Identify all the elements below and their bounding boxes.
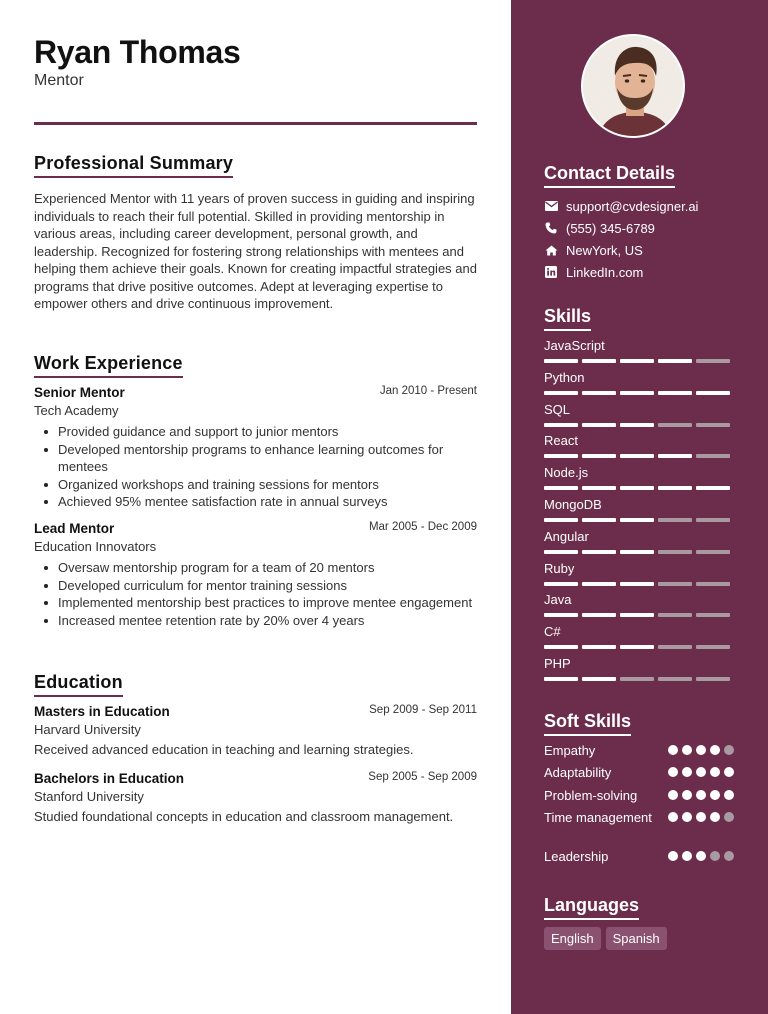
education-degree: Masters in Education — [34, 704, 170, 719]
rating-dot — [724, 745, 734, 755]
rating-dot — [668, 851, 678, 861]
rating-dot — [668, 767, 678, 777]
job-bullet: Implemented mentorship best practices to improve mentee engagement — [34, 594, 477, 612]
skill-level-segment — [544, 677, 578, 681]
envelope-icon — [544, 199, 558, 213]
skill-level-segment — [620, 486, 654, 490]
portrait-illustration — [583, 36, 685, 138]
language-tag: Spanish — [606, 927, 667, 950]
skill-level-segment — [582, 454, 616, 458]
skill-name: PHP — [544, 656, 571, 671]
rating-dot — [682, 790, 692, 800]
skill-level-bar — [544, 582, 734, 586]
summary-text: Experienced Mentor with 11 years of proven success in guiding and inspiring individuals to reach their full potential. Skilled in providing mentorship in various areas, including career development, personal growth, and leadership. Recognized for fostering strong relationships with mentees and helping them achieve their goals. Known for creating impactful strategies and programs that drive positive outcomes. Adept at leveraging expertise to empower others and drive continuous improvement. — [34, 191, 477, 311]
rating-dot — [668, 790, 678, 800]
skill-level-segment — [544, 359, 578, 363]
skill-name: Java — [544, 592, 572, 608]
skill-level-segment — [620, 518, 654, 522]
job-bullets — [34, 559, 477, 629]
skill-level-segment — [620, 582, 654, 586]
skill-name: Angular — [544, 528, 589, 544]
skill-level-segment — [620, 423, 654, 427]
contact-linkedin[interactable] — [544, 263, 643, 281]
skill-level-segment — [658, 518, 692, 522]
candidate-title: Mentor — [34, 72, 84, 89]
section-heading-education: Education — [34, 672, 123, 697]
section-heading-languages: Languages — [544, 895, 639, 920]
section-heading-skills: Skills — [544, 306, 591, 331]
education-degree: Bachelors in Education — [34, 771, 185, 786]
job-bullet: Developed mentorship programs to enhance learning outcomes for mentees — [34, 441, 477, 476]
contact-location — [544, 241, 643, 259]
section-heading-summary: Professional Summary — [34, 153, 233, 178]
skill-name: Python — [544, 369, 585, 385]
skill-level-segment — [658, 454, 692, 458]
skill-level-segment — [696, 486, 730, 490]
rating-dot — [710, 745, 720, 755]
skill-name: C# — [544, 624, 561, 640]
soft-skill-rating — [668, 851, 734, 861]
rating-dot — [668, 745, 678, 755]
skill-level-segment — [582, 613, 616, 617]
soft-skill-name: Adaptability — [544, 765, 612, 780]
skill-level-segment — [658, 486, 692, 490]
skill-level-bar — [544, 454, 734, 458]
rating-dot — [696, 812, 706, 822]
header-divider — [34, 122, 477, 125]
job-date: Jan 2010 - Present — [379, 385, 477, 397]
rating-dot — [710, 767, 720, 777]
skill-row — [544, 592, 734, 617]
skill-row — [544, 433, 734, 458]
skill-level-segment — [620, 454, 654, 458]
skill-level-segment — [620, 391, 654, 395]
skill-level-bar — [544, 391, 734, 395]
skill-row — [544, 656, 734, 681]
education-description: Received advanced education in teaching and learning strategies. — [34, 742, 414, 757]
rating-dot — [724, 851, 734, 861]
skill-level-segment — [620, 550, 654, 554]
skill-level-segment — [696, 518, 730, 522]
skill-name: SQL — [544, 401, 571, 417]
skill-level-segment — [696, 359, 730, 363]
skill-level-segment — [544, 486, 578, 490]
contact-phone-text: (555) 345-6789 — [566, 220, 655, 236]
soft-skill-rating — [668, 767, 734, 777]
sidebar — [511, 0, 768, 1014]
profile-photo — [581, 34, 685, 138]
languages-list — [544, 927, 667, 950]
soft-skill-rating — [668, 745, 734, 755]
skill-level-bar — [544, 613, 734, 617]
rating-dot — [710, 812, 720, 822]
rating-dot — [682, 745, 692, 755]
skill-level-bar — [544, 423, 734, 427]
skill-level-segment — [620, 359, 654, 363]
skill-level-segment — [544, 423, 578, 427]
job-bullet: Achieved 95% mentee satisfaction rate in annual surveys — [34, 493, 477, 511]
skill-level-segment — [696, 677, 730, 681]
soft-skill-name: Empathy — [544, 743, 596, 758]
soft-skill-name: Time management — [544, 810, 652, 825]
soft-skill-row — [544, 742, 734, 760]
skill-level-segment — [658, 359, 692, 363]
job-bullet: Oversaw mentorship program for a team of 20 mentors — [34, 559, 477, 577]
skill-level-segment — [544, 550, 578, 554]
skill-row — [544, 338, 734, 363]
education-school: Harvard University — [34, 722, 141, 737]
soft-skill-rating — [668, 790, 734, 800]
rating-dot — [682, 812, 692, 822]
soft-skill-row — [544, 787, 734, 805]
skill-name: Node.js — [544, 465, 589, 481]
skill-row — [544, 561, 734, 586]
section-heading-soft-skills: Soft Skills — [544, 711, 631, 736]
language-tag: English — [544, 927, 601, 950]
skill-level-segment — [696, 613, 730, 617]
job-role: Senior Mentor — [34, 385, 125, 400]
skill-level-segment — [658, 582, 692, 586]
rating-dot — [724, 790, 734, 800]
contact-email-text: support@cvdesigner.ai — [566, 198, 699, 214]
skill-level-segment — [696, 645, 730, 649]
job-org: Education Innovators — [34, 539, 157, 554]
skill-level-segment — [658, 391, 692, 395]
soft-skill-name: Leadership — [544, 849, 609, 864]
skill-level-segment — [582, 645, 616, 649]
skill-level-segment — [582, 518, 616, 522]
skill-level-segment — [696, 550, 730, 554]
job-bullet: Increased mentee retention rate by 20% over 4 years — [34, 612, 477, 630]
rating-dot — [696, 851, 706, 861]
skill-name: React — [544, 433, 578, 449]
skill-level-segment — [658, 645, 692, 649]
job-org: Tech Academy — [34, 403, 119, 418]
education-entry — [34, 704, 477, 757]
job-bullets — [34, 423, 477, 511]
rating-dot — [696, 745, 706, 755]
contact-phone[interactable] — [544, 219, 655, 237]
education-entry — [34, 771, 477, 824]
soft-skill-name: Problem-solving — [544, 788, 638, 803]
rating-dot — [682, 767, 692, 777]
rating-dot — [682, 851, 692, 861]
skill-name: MongoDB — [544, 497, 602, 512]
skill-level-segment — [582, 423, 616, 427]
skill-level-segment — [582, 486, 616, 490]
skill-row — [544, 370, 734, 395]
education-date: Sep 2005 - Sep 2009 — [368, 771, 477, 783]
skill-level-segment — [582, 359, 616, 363]
skill-level-segment — [696, 423, 730, 427]
skill-level-segment — [544, 645, 578, 649]
linkedin-icon — [544, 265, 558, 279]
skill-level-bar — [544, 359, 734, 363]
skill-row — [544, 465, 734, 490]
phone-icon — [544, 221, 558, 235]
skill-level-segment — [582, 677, 616, 681]
soft-skill-row — [544, 764, 734, 782]
skill-level-segment — [620, 677, 654, 681]
rating-dot — [710, 790, 720, 800]
education-description: Studied foundational concepts in education and classroom management. — [34, 809, 454, 824]
skill-row — [544, 402, 734, 427]
section-heading-work: Work Experience — [34, 353, 183, 378]
rating-dot — [696, 790, 706, 800]
section-heading-contact: Contact Details — [544, 163, 675, 188]
rating-dot — [710, 851, 720, 861]
skill-name: Ruby — [544, 560, 575, 576]
job-bullet: Developed curriculum for mentor training sessions — [34, 577, 477, 595]
skill-level-segment — [582, 582, 616, 586]
soft-skill-row — [544, 809, 734, 827]
contact-linkedin-text: LinkedIn.com — [566, 264, 644, 280]
education-date: Sep 2009 - Sep 2011 — [369, 704, 477, 716]
skill-level-segment — [658, 550, 692, 554]
skill-level-segment — [658, 613, 692, 617]
rating-dot — [696, 767, 706, 777]
rating-dot — [724, 767, 734, 777]
soft-skill-rating — [668, 812, 734, 822]
skill-level-segment — [582, 550, 616, 554]
job-role: Lead Mentor — [34, 521, 115, 536]
contact-email[interactable] — [544, 197, 698, 215]
skill-level-segment — [544, 518, 578, 522]
skill-level-segment — [544, 391, 578, 395]
skill-row — [544, 624, 734, 649]
skill-level-segment — [696, 454, 730, 458]
skill-level-segment — [582, 391, 616, 395]
rating-dot — [668, 812, 678, 822]
skill-level-segment — [544, 613, 578, 617]
contact-location-text: NewYork, US — [566, 242, 643, 258]
skill-level-segment — [658, 423, 692, 427]
candidate-name: Ryan Thomas — [34, 34, 241, 70]
skill-level-bar — [544, 677, 734, 681]
skill-level-segment — [696, 391, 730, 395]
skill-level-bar — [544, 645, 734, 649]
skill-row — [544, 497, 734, 522]
skill-level-segment — [544, 454, 578, 458]
skill-row — [544, 529, 734, 554]
job-entry — [34, 385, 477, 511]
skill-level-segment — [544, 582, 578, 586]
education-school: Stanford University — [34, 789, 144, 804]
rating-dot — [724, 812, 734, 822]
job-bullet: Organized workshops and training sessions for mentors — [34, 476, 477, 494]
skill-level-segment — [620, 613, 654, 617]
skill-level-bar — [544, 550, 734, 554]
soft-skill-row — [544, 848, 734, 866]
skill-level-segment — [696, 582, 730, 586]
job-date: Mar 2005 - Dec 2009 — [368, 521, 477, 533]
skill-level-segment — [658, 677, 692, 681]
skill-name: JavaScript — [544, 338, 605, 353]
skill-level-segment — [620, 645, 654, 649]
skill-level-bar — [544, 518, 734, 522]
home-icon — [544, 243, 558, 257]
job-bullet: Provided guidance and support to junior mentors — [34, 423, 477, 441]
skill-level-bar — [544, 486, 734, 490]
job-entry — [34, 521, 477, 629]
